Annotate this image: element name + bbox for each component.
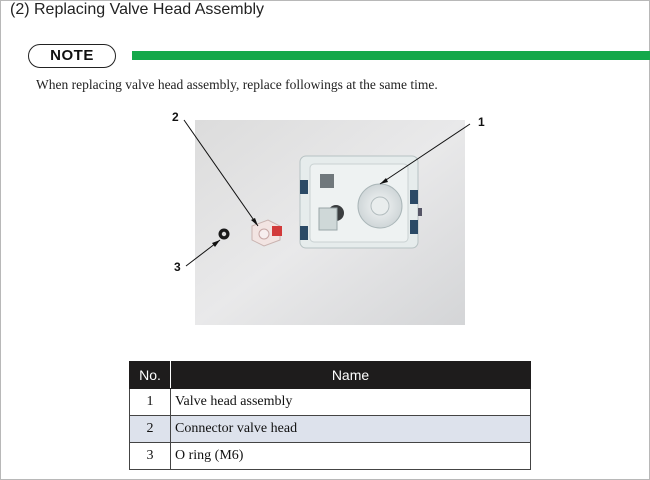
row-number: 2 [130, 416, 171, 443]
column-header-no: No. [130, 362, 171, 389]
parts-table-header [130, 362, 531, 389]
row-name: Connector valve head [171, 416, 531, 443]
note-accent-bar [132, 51, 650, 60]
valve-head-assembly-shape [300, 156, 422, 248]
parts-photo-figure [160, 108, 500, 333]
callout-3: 3 [174, 260, 181, 274]
callout-2: 2 [172, 110, 179, 124]
row-number: 3 [130, 443, 171, 470]
note-text: When replacing valve head assembly, replace followings at the same time. [36, 77, 438, 92]
row-name: Valve head assembly [171, 389, 531, 416]
row-name: O ring (M6) [171, 443, 531, 470]
parts-table [129, 361, 531, 470]
note-badge: NOTE [28, 44, 116, 68]
table-row [130, 443, 531, 470]
section-title: (2) Replacing Valve Head Assembly [10, 1, 265, 18]
column-header-name: Name [171, 362, 531, 389]
parts-photo [160, 108, 500, 333]
callout-1: 1 [478, 115, 485, 129]
table-row [130, 416, 531, 443]
table-row [130, 389, 531, 416]
note-header [28, 44, 648, 68]
o-ring-shape [219, 229, 230, 240]
row-number: 1 [130, 389, 171, 416]
